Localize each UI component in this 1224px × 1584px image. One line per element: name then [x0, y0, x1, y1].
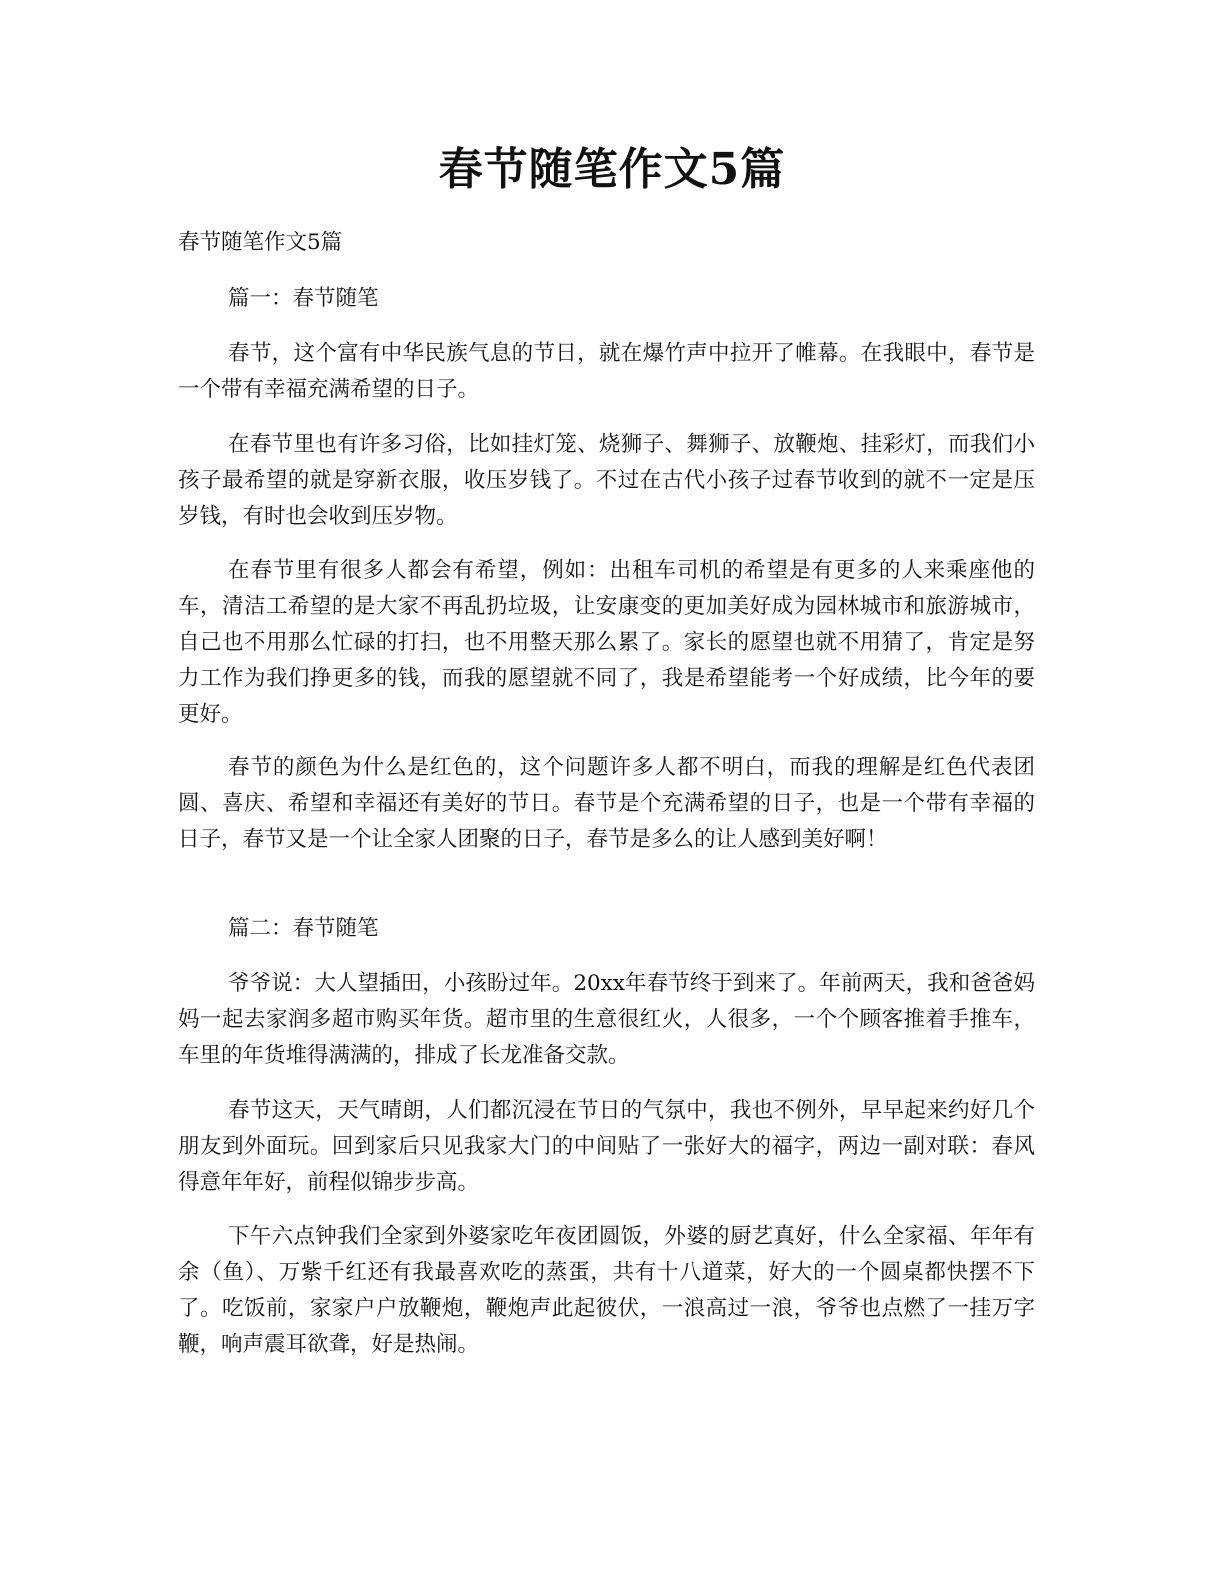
paragraph: 爷爷说：大人望插田，小孩盼过年。20xx年春节终于到来了。年前两天，我和爸爸妈妈一起去家润多超市购买年货。超市里的生意很红火，人很多，一个个顾客推着手推车，车里的年货堆得满满的，排成了长龙准备交款。 [178, 971, 1035, 1068]
section-heading-2: 篇二：春节随笔 [228, 916, 379, 941]
paragraph: 春节这天，天气晴朗，人们都沉浸在节日的气氛中，我也不例外，早早起来约好几个朋友到外面玩。回到家后只见我家大门的中间贴了一张好大的福字，两边一副对联：春风得意年年好，前程似锦步步高。 [178, 1098, 1035, 1195]
paragraph: 下午六点钟我们全家到外婆家吃年夜团圆饭，外婆的厨艺真好，什么全家福、年年有余（鱼）、万紫千红还有我最喜欢吃的蒸蛋，共有十八道菜，好大的一个圆桌都快摆不下了。吃饭前，家家户户放鞭炮，鞭炮声此起彼伏，一浪高过一浪，爷爷也点燃了一挂万字鞭，响声震耳欲聋，好是热闹。 [178, 1224, 1035, 1357]
paragraph: 春节的颜色为什么是红色的，这个问题许多人都不明白，而我的理解是红色代表团圆、喜庆、希望和幸福还有美好的节日。春节是个充满希望的日子，也是一个带有幸福的日子，春节又是一个让全家人团聚的日子，春节是多么的让人感到美好啊！ [178, 755, 1035, 852]
paragraph: 在春节里有很多人都会有希望，例如：出租车司机的希望是有更多的人来乘座他的车，清洁工希望的是大家不再乱扔垃圾，让安康变的更加美好成为园林城市和旅游城市，自己也不用那么忙碌的打扫，也不用整天那么累了。家长的愿望也就不用猜了，肯定是努力工作为我们挣更多的钱，而我的愿望就不同了，我是希望能考一个好成绩，比今年的要更好。 [178, 558, 1035, 727]
paragraph: 在春节里也有许多习俗，比如挂灯笼、烧狮子、舞狮子、放鞭炮、挂彩灯，而我们小孩子最希望的就是穿新衣服，收压岁钱了。不过在古代小孩子过春节收到的就不一定是压岁钱，有时也会收到压岁物。 [178, 432, 1035, 529]
document-title: 春节随笔作文5篇 [438, 144, 786, 195]
document-subtitle: 春节随笔作文5篇 [178, 230, 343, 255]
paragraph: 春节，这个富有中华民族气息的节日，就在爆竹声中拉开了帷幕。在我眼中，春节是一个带有幸福充满希望的日子。 [178, 341, 1035, 402]
section-heading-1: 篇一：春节随笔 [228, 286, 379, 311]
